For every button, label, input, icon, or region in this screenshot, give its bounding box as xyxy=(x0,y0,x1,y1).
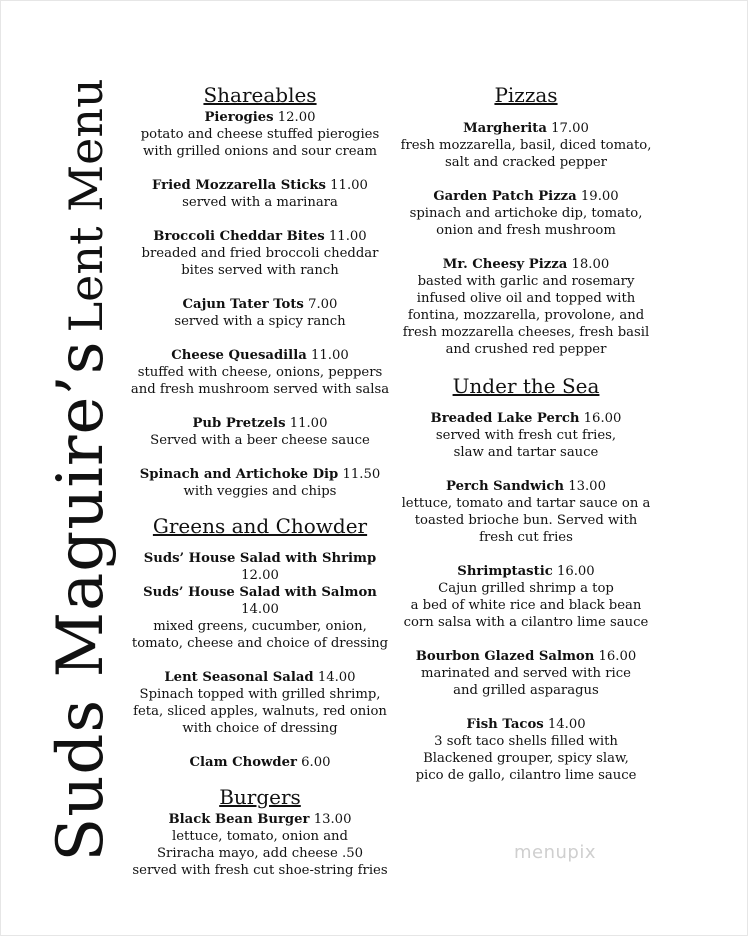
item-name: Mr. Cheesy Pizza xyxy=(442,257,568,272)
burgers-items xyxy=(130,811,390,879)
item-price: 11.00 xyxy=(289,416,328,431)
item-price: 19.00 xyxy=(580,189,619,204)
item-price: 13.00 xyxy=(313,812,352,827)
menu-item xyxy=(398,478,654,546)
item-description: Spinach topped with grilled shrimp, feta, sliced apples, walnuts, red onion with choice of dressing xyxy=(133,687,387,736)
item-name: Shrimptastic xyxy=(457,564,553,579)
item-price: 11.00 xyxy=(310,348,349,363)
item-description: Served with a beer cheese sauce xyxy=(150,433,370,448)
section-title-shareables: Shareables xyxy=(203,83,317,107)
item-price: 11.00 xyxy=(328,229,367,244)
section-burgers xyxy=(130,785,390,879)
item-name: Fried Mozzarella Sticks xyxy=(152,178,326,193)
left-column xyxy=(130,83,390,896)
item-name: Black Bean Burger xyxy=(168,812,310,827)
menu-item xyxy=(130,228,390,279)
right-column xyxy=(398,83,654,801)
item-price: 14.00 xyxy=(547,717,586,732)
section-sea xyxy=(398,374,654,784)
section-pizzas xyxy=(398,83,654,358)
menu-item xyxy=(398,188,654,239)
section-title-pizzas: Pizzas xyxy=(494,83,558,107)
restaurant-name: Suds Maguire’s xyxy=(43,340,118,862)
item-price: 17.00 xyxy=(551,121,589,136)
section-greens xyxy=(130,514,390,771)
item-price: 13.00 xyxy=(568,479,606,494)
item-description: served with fresh cut fries, slaw and tartar sauce xyxy=(435,428,617,460)
item-name: Suds’ House Salad with Salmon xyxy=(143,585,377,600)
item-name: Fish Tacos xyxy=(466,717,544,732)
item-name: Broccoli Cheddar Bites xyxy=(153,229,325,244)
item-description: served with a spicy ranch xyxy=(174,314,346,329)
item-name: Bourbon Glazed Salmon xyxy=(415,649,595,664)
shareables-items xyxy=(130,109,390,500)
menu-item xyxy=(398,120,654,171)
item-price: 14.00 xyxy=(317,670,356,685)
menu-item xyxy=(130,811,390,879)
greens-items xyxy=(130,669,390,771)
section-shareables xyxy=(130,83,390,500)
menu-item xyxy=(398,410,654,461)
item-description: potato and cheese stuffed pierogies with grilled onions and sour cream xyxy=(140,127,380,159)
item-name: Margherita xyxy=(463,121,547,136)
menu-item xyxy=(130,550,390,652)
menu-item xyxy=(398,716,654,784)
menu-item xyxy=(130,296,390,330)
menu-item xyxy=(130,177,390,211)
menu-item xyxy=(130,669,390,737)
item-name: Garden Patch Pizza xyxy=(433,189,577,204)
menu-item xyxy=(398,563,654,631)
item-price: 11.50 xyxy=(342,467,381,482)
section-title-greens: Greens and Chowder xyxy=(152,514,368,538)
item-price: 7.00 xyxy=(308,297,338,312)
item-price: 12.00 xyxy=(277,110,316,125)
item-description: served with a marinara xyxy=(182,195,338,210)
item-price: 6.00 xyxy=(301,755,331,770)
item-name: Pierogies xyxy=(204,110,274,125)
item-price: 14.00 xyxy=(241,602,279,617)
item-description: Cajun grilled shrimp a top a bed of white rice and black bean corn salsa with a cilantro lime sauce xyxy=(403,581,649,630)
item-name: Clam Chowder xyxy=(189,755,297,770)
section-title-burgers: Burgers xyxy=(219,785,301,809)
item-price: 16.00 xyxy=(556,564,595,579)
item-description: with veggies and chips xyxy=(183,484,337,499)
menu-item xyxy=(130,347,390,398)
menu-subtitle: Lent Menu xyxy=(58,78,113,333)
item-name: Suds’ House Salad with Shrimp xyxy=(143,551,377,566)
watermark: menupix xyxy=(514,842,597,863)
item-name: Cheese Quesadilla xyxy=(171,348,307,363)
item-name: Breaded Lake Perch xyxy=(430,411,580,426)
vertical-title xyxy=(28,78,133,862)
menu-item xyxy=(130,466,390,500)
item-description: lettuce, tomato and tartar sauce on a toasted brioche bun. Served with fresh cut fries xyxy=(401,496,651,545)
item-price: 18.00 xyxy=(571,257,610,272)
item-description: lettuce, tomato, onion and Sriracha mayo, add cheese .50 served with fresh cut shoe-string fries xyxy=(132,829,388,878)
item-description: marinated and served with rice and grilled asparagus xyxy=(421,666,631,698)
menu-item xyxy=(130,754,390,771)
item-description: spinach and artichoke dip, tomato, onion and fresh mushroom xyxy=(409,206,643,238)
item-description: breaded and fried broccoli cheddar bites served with ranch xyxy=(141,246,379,278)
item-name: Lent Seasonal Salad xyxy=(164,670,314,685)
item-name: Perch Sandwich xyxy=(446,479,564,494)
item-price: 16.00 xyxy=(583,411,622,426)
menu-item xyxy=(398,648,654,699)
item-description: 3 soft taco shells filled with Blackened grouper, spicy slaw, pico de gallo, cilantro lime sauce xyxy=(415,734,637,783)
item-description: stuffed with cheese, onions, peppers and fresh mushroom served with salsa xyxy=(130,365,390,397)
pizzas-items xyxy=(398,120,654,358)
item-price: 12.00 xyxy=(241,568,279,583)
item-name: Cajun Tater Tots xyxy=(182,297,304,312)
menu-item xyxy=(130,415,390,449)
section-title-sea: Under the Sea xyxy=(452,374,600,398)
item-description: mixed greens, cucumber, onion, tomato, cheese and choice of dressing xyxy=(131,619,389,651)
sea-items xyxy=(398,410,654,784)
menu-item xyxy=(398,256,654,358)
item-description: fresh mozzarella, basil, diced tomato, salt and cracked pepper xyxy=(400,138,652,170)
item-description: basted with garlic and rosemary infused olive oil and topped with fontina, mozzarella, provolone, and fresh mozzarella cheeses, fresh basil and crushed red pepper xyxy=(402,274,650,357)
item-price: 11.00 xyxy=(330,178,368,193)
menu-item xyxy=(130,109,390,160)
item-price: 16.00 xyxy=(598,649,637,664)
item-name: Pub Pretzels xyxy=(192,416,286,431)
item-name: Spinach and Artichoke Dip xyxy=(139,467,339,482)
